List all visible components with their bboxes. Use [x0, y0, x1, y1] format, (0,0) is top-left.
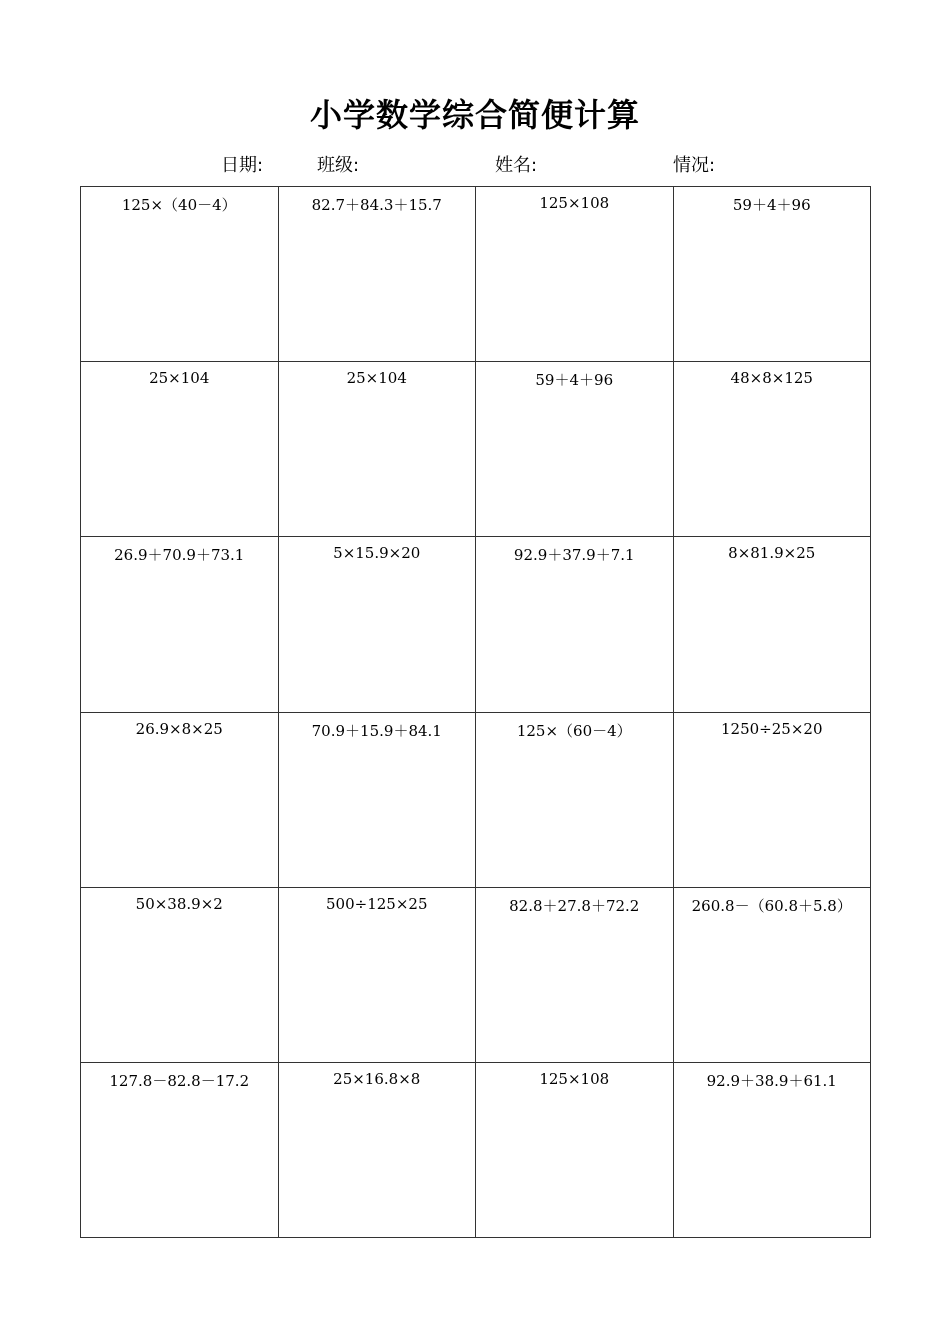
problem-text: 8×81.9×25 [728, 544, 816, 563]
problem-cell [81, 888, 279, 1063]
problem-text: 127.8－82.8－17.2 [109, 1071, 250, 1090]
problem-text: 82.8＋27.8＋72.2 [509, 896, 640, 915]
problem-text: 59＋4＋96 [535, 371, 614, 390]
name-label: 姓名: [495, 155, 538, 176]
problem-cell [674, 187, 872, 362]
problem-text: 48×8×125 [730, 369, 813, 388]
problem-text: 125×108 [539, 194, 610, 212]
problem-cell [476, 362, 674, 537]
problem-cell [674, 537, 872, 712]
problem-text: 70.9＋15.9＋84.1 [311, 721, 442, 740]
problem-cell [81, 713, 279, 888]
problem-text: 25×104 [346, 369, 407, 388]
problem-cell [279, 537, 477, 712]
problem-cell [476, 187, 674, 362]
class-label: 班级: [317, 155, 360, 176]
problem-cell [476, 713, 674, 888]
problem-cell [279, 1063, 477, 1238]
problem-text: 125×（60－4） [516, 721, 632, 740]
problem-text: 5×15.9×20 [333, 544, 421, 563]
problem-cell [279, 888, 477, 1063]
problem-text: 260.8－（60.8＋5.8） [691, 896, 852, 915]
problem-text: 26.9＋70.9＋73.1 [114, 546, 245, 565]
date-label: 日期: [221, 155, 264, 176]
problem-cell [674, 713, 872, 888]
problem-text: 25×104 [149, 369, 210, 388]
problem-cell [476, 1063, 674, 1238]
problem-cell [279, 713, 477, 888]
problem-text: 82.7＋84.3＋15.7 [311, 196, 442, 214]
problem-cell [81, 362, 279, 537]
problem-cell [279, 187, 477, 362]
problem-text: 92.9＋37.9＋7.1 [513, 546, 635, 565]
problem-text: 125×108 [539, 1069, 610, 1088]
problem-grid [80, 186, 871, 1238]
problem-cell [674, 362, 872, 537]
page-title: 小学数学综合简便计算 [309, 96, 640, 134]
problem-text: 92.9＋38.9＋61.1 [706, 1071, 837, 1090]
problem-cell [279, 362, 477, 537]
problem-cell [674, 1063, 872, 1238]
problem-text: 500÷125×25 [326, 894, 428, 913]
problem-cell [81, 1063, 279, 1238]
problem-text: 1250÷25×20 [721, 719, 823, 738]
problem-text: 25×16.8×8 [333, 1069, 421, 1088]
problem-text: 50×38.9×2 [135, 894, 223, 913]
problem-cell [81, 187, 279, 362]
problem-text: 59＋4＋96 [732, 196, 811, 214]
status-label: 情况: [673, 155, 716, 176]
problem-text: 125×（40－4） [121, 196, 237, 214]
problem-cell [476, 537, 674, 712]
problem-text: 26.9×8×25 [135, 719, 223, 738]
problem-cell [476, 888, 674, 1063]
problem-cell [674, 888, 872, 1063]
problem-cell [81, 537, 279, 712]
